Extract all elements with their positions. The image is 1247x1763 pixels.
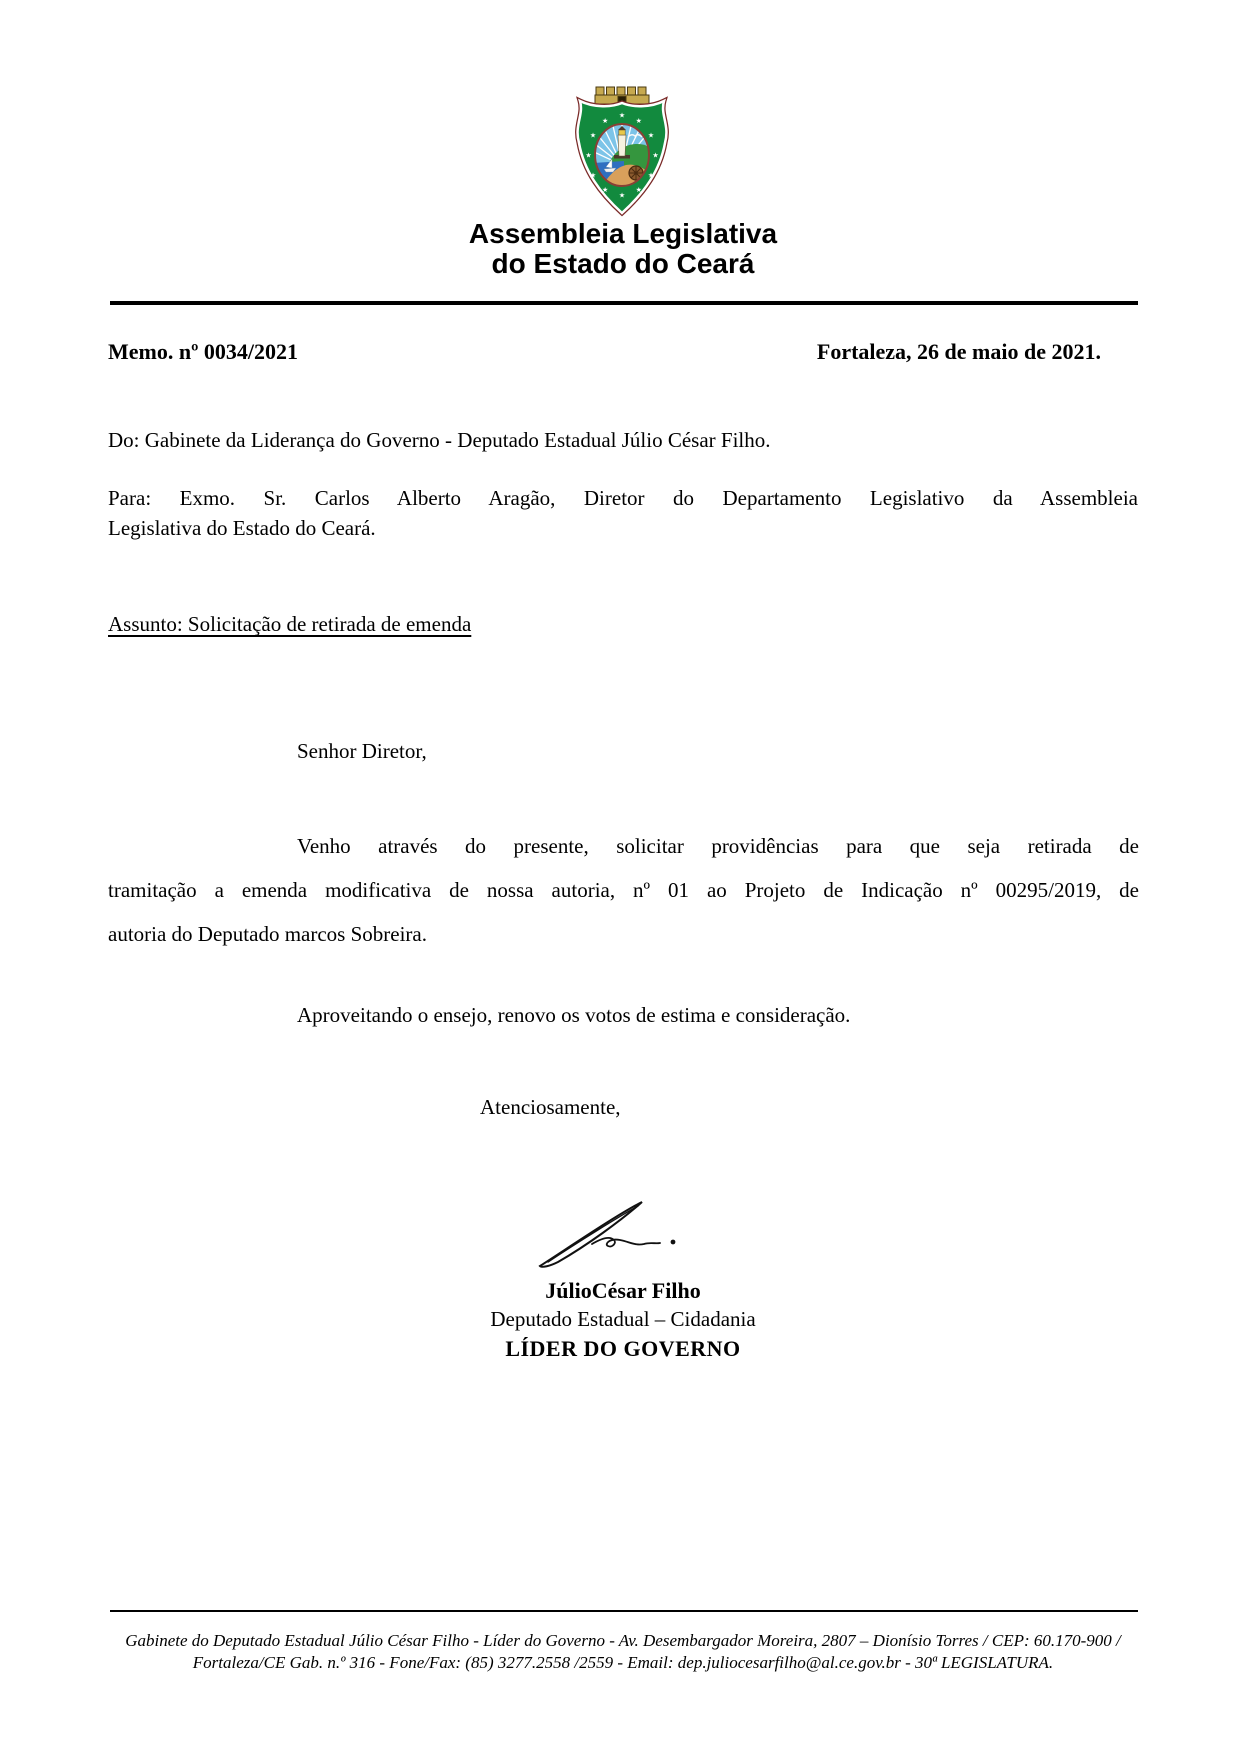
svg-text:★: ★ xyxy=(618,111,626,120)
footer-text xyxy=(108,1630,1138,1674)
signer-role: LÍDER DO GOVERNO xyxy=(505,1336,741,1361)
body-paragraph-1 xyxy=(108,824,1139,956)
salutation: Senhor Diretor, xyxy=(297,739,427,763)
signer-name: JúlioCésar Filho xyxy=(545,1278,701,1303)
from-line: Do: Gabinete da Liderança do Governo - Deputado Estadual Júlio César Filho. xyxy=(108,428,771,452)
to-paragraph xyxy=(108,483,1138,543)
signature-block xyxy=(108,1276,1138,1363)
ceara-coat-of-arms-icon xyxy=(572,83,672,217)
body-paragraph-1-line-3: autoria do Deputado marcos Sobreira. xyxy=(108,922,427,946)
svg-text:★: ★ xyxy=(647,171,655,180)
footer-line-1: Gabinete do Deputado Estadual Júlio César Filho - Líder do Governo - Av. Desembargador Moreira, 2807 – Dionísio Torres / CEP: 60.170-900 / xyxy=(125,1631,1121,1650)
body-paragraph-2: Aproveitando o ensejo, renovo os votos de estima e consideração. xyxy=(297,1003,851,1027)
svg-text:★: ★ xyxy=(635,116,642,125)
svg-text:★: ★ xyxy=(589,171,597,180)
closing-salutation: Atenciosamente, xyxy=(480,1095,621,1119)
place-date: Fortaleza, 26 de maio de 2021. xyxy=(816,339,1101,364)
org-title-line1: Assembleia Legislativa xyxy=(468,218,778,249)
svg-text:★: ★ xyxy=(589,131,597,140)
svg-text:★: ★ xyxy=(602,186,609,195)
org-title xyxy=(108,219,1138,279)
svg-text:★: ★ xyxy=(618,191,626,200)
subject-line: Assunto: Solicitação de retirada de emenda xyxy=(108,612,472,636)
org-title-line2: do Estado do Ceará xyxy=(491,248,755,279)
memo-number: Memo. nº 0034/2021 xyxy=(108,339,298,364)
handwritten-signature xyxy=(530,1196,680,1274)
to-line-1: Para: Exmo. Sr. Carlos Alberto Aragão, Diretor do Departamento Legislativo da Assembleia xyxy=(108,486,1138,510)
signer-title: Deputado Estadual – Cidadania xyxy=(490,1307,756,1331)
body-paragraph-1-line-2: tramitação a emenda modificativa de nossa autoria, nº 01 ao Projeto de Indicação nº 00295/2019, de xyxy=(108,878,1139,902)
header-rule xyxy=(110,301,1138,305)
footer-line-2: Fortaleza/CE Gab. n.º 316 - Fone/Fax: (85) 3277.2558 /2559 - Email: dep.juliocesarfilho@al.ce.gov.br - 30ª LEGISLATURA. xyxy=(192,1653,1054,1672)
svg-text:★: ★ xyxy=(652,151,659,160)
svg-text:★: ★ xyxy=(647,131,655,140)
svg-text:★: ★ xyxy=(585,151,592,160)
footer-rule xyxy=(110,1610,1138,1612)
body-paragraph-1-line-1: Venho através do presente, solicitar providências para que seja retirada de xyxy=(297,834,1139,858)
to-line-2: Legislativa do Estado do Ceará. xyxy=(108,516,376,540)
svg-text:★: ★ xyxy=(602,116,609,125)
svg-text:★: ★ xyxy=(635,186,642,195)
